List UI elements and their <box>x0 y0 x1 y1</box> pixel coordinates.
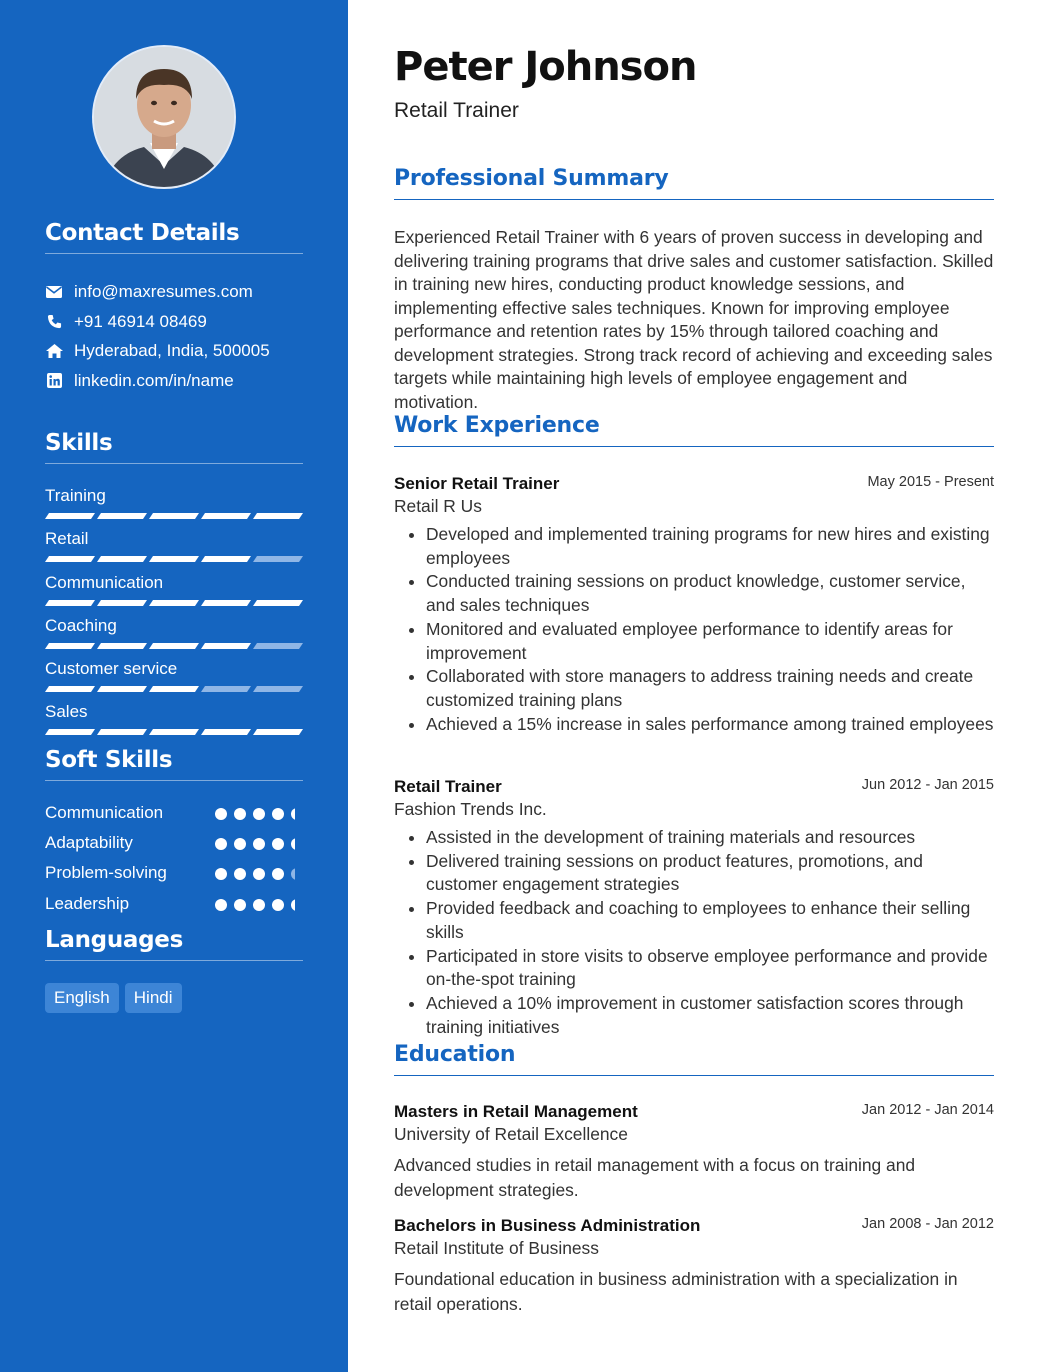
skill-segment-filled <box>97 729 147 735</box>
rating-dot-filled <box>272 868 284 880</box>
skill-level-bar <box>45 556 303 564</box>
skill-name: Customer service <box>45 659 178 679</box>
rating-dot-filled <box>291 808 295 820</box>
skill-segment-filled <box>253 729 303 735</box>
skill-segment-filled <box>45 729 95 735</box>
skill-name: Communication <box>45 572 164 592</box>
job-bullet: • Participated in store visits to observe employee performance and provide on-the-spot training <box>426 945 994 992</box>
degree-title: Masters in Retail Management <box>394 1102 638 1121</box>
skill-segment-filled <box>201 600 251 606</box>
skill-level-bar <box>45 513 303 521</box>
skill-segment-filled <box>45 686 95 692</box>
skill-segment-empty <box>201 686 251 692</box>
contact-section <box>45 220 303 396</box>
rating-dot-filled <box>234 868 246 880</box>
education-description: Advanced studies in retail management with a focus on training and development strategies. <box>394 1155 916 1200</box>
education-description: Foundational education in business administration with a specialization in retail operations. <box>394 1269 958 1314</box>
education-dates: Jan 2012 - Jan 2014 <box>861 1102 994 1118</box>
sidebar <box>0 0 348 1372</box>
skill-name: Sales <box>45 702 88 722</box>
education-entry <box>394 1102 994 1202</box>
skill-segment-empty <box>253 556 303 562</box>
home-icon <box>45 343 63 359</box>
skill-segment-filled <box>45 513 95 519</box>
skill-segment-filled <box>253 513 303 519</box>
soft-skill-name: Problem-solving <box>45 863 167 883</box>
skill-name: Training <box>45 486 106 505</box>
skill-item <box>45 486 303 529</box>
rating-dot-filled <box>215 838 227 850</box>
school-name: University of Retail Excellence <box>394 1124 628 1144</box>
rating-dot-filled <box>253 838 265 850</box>
person-title: Retail Trainer <box>394 99 519 122</box>
job-bullet: • Assisted in the development of training materials and resources <box>426 826 994 850</box>
skill-item <box>45 659 303 702</box>
soft-skill-name: Communication <box>45 803 164 822</box>
skill-segment-filled <box>201 643 251 649</box>
rating-dot-filled <box>253 808 265 820</box>
soft-skill-name: Adaptability <box>45 833 133 853</box>
skill-name: Coaching <box>45 615 117 635</box>
skill-segment-filled <box>253 600 303 606</box>
rating-dot-filled <box>215 808 227 820</box>
rating-dot-empty <box>291 868 295 880</box>
soft-skill-item <box>45 833 303 863</box>
job-bullet: • Provided feedback and coaching to employees to enhance their selling skills <box>426 897 994 944</box>
job-company: Fashion Trends Inc. <box>394 799 547 819</box>
skill-segment-filled <box>149 556 199 562</box>
skill-level-bar <box>45 729 303 737</box>
job-bullet: • Conducted training sessions on product knowledge, customer service, and sales techniques <box>426 570 994 617</box>
skill-segment-filled <box>97 600 147 606</box>
job-company: Retail R Us <box>394 496 482 516</box>
skill-segment-empty <box>253 686 303 692</box>
summary-heading: Professional Summary <box>394 166 994 200</box>
contact-linkedin-text: linkedin.com/in/name <box>74 370 234 390</box>
contact-linkedin[interactable] <box>45 366 303 396</box>
rating-dot-filled <box>291 838 295 850</box>
job-title: Senior Retail Trainer <box>394 474 560 493</box>
soft-skill-item <box>45 803 303 833</box>
skill-segment-filled <box>149 643 199 649</box>
skill-segment-filled <box>97 513 147 519</box>
skill-name: Retail <box>45 529 89 549</box>
job-title: Retail Trainer <box>394 777 502 796</box>
rating-dot-filled <box>215 899 227 911</box>
skill-segment-filled <box>97 556 147 562</box>
job-dates: Jun 2012 - Jan 2015 <box>861 777 994 793</box>
envelope-icon <box>45 284 63 300</box>
skill-segment-filled <box>201 513 251 519</box>
contact-email-text: info@maxresumes.com <box>74 281 253 301</box>
contact-phone-text: +91 46914 08469 <box>74 311 207 331</box>
rating-dot-filled <box>272 899 284 911</box>
job-bullet: • Achieved a 15% increase in sales performance among trained employees <box>426 713 994 737</box>
skill-segment-filled <box>201 729 251 735</box>
soft-skill-rating <box>215 833 295 857</box>
skill-segment-filled <box>45 556 95 562</box>
soft-skill-rating <box>215 894 295 918</box>
soft-skill-name: Leadership <box>45 893 130 913</box>
skill-item <box>45 573 303 616</box>
soft-skill-item <box>45 894 303 924</box>
rating-dot-filled <box>272 808 284 820</box>
skill-segment-filled <box>45 600 95 606</box>
skill-segment-filled <box>97 643 147 649</box>
summary-text: Experienced Retail Trainer with 6 years of proven success in developing and delivering training programs that drive sales and customer satisfaction. Skilled in training new hires, conducting product knowledge sessions, and implementing effective sales techniques. Known for improving employee performance and retention rates by 15% through tailored coaching and development strategies. Strong track record of achieving and exceeding sales targets while maintaining high levels of employee engagement and motivation. <box>394 227 994 412</box>
skill-segment-filled <box>201 556 251 562</box>
job-bullet: • Developed and implemented training programs for new hires and existing employees <box>426 523 994 570</box>
skills-section <box>45 430 303 746</box>
skill-level-bar <box>45 686 303 694</box>
rating-dot-filled <box>291 899 295 911</box>
skills-heading: Skills <box>45 430 303 464</box>
job-bullets <box>394 523 994 736</box>
job-bullet: • Monitored and evaluated employee performance to identify areas for improvement <box>426 618 994 665</box>
rating-dot-filled <box>215 868 227 880</box>
rating-dot-filled <box>272 838 284 850</box>
skill-segment-filled <box>149 686 199 692</box>
job-dates: May 2015 - Present <box>867 474 994 490</box>
education-dates: Jan 2008 - Jan 2012 <box>861 1216 994 1232</box>
skill-item <box>45 529 303 572</box>
soft-skill-item <box>45 863 303 893</box>
soft-skills-heading: Soft Skills <box>45 747 303 781</box>
job-bullet: • Delivered training sessions on product features, promotions, and customer engagement strategies <box>426 850 994 897</box>
skill-segment-empty <box>253 643 303 649</box>
rating-dot-filled <box>253 899 265 911</box>
soft-skills-section <box>45 747 303 924</box>
job-bullet: • Achieved a 10% improvement in customer satisfaction scores through training initiatives <box>426 992 994 1039</box>
skill-item <box>45 702 303 745</box>
rating-dot-filled <box>234 838 246 850</box>
skill-segment-filled <box>45 643 95 649</box>
skill-level-bar <box>45 600 303 608</box>
contact-address-text: Hyderabad, India, 500005 <box>74 341 270 361</box>
languages-section <box>45 927 303 1013</box>
rating-dot-filled <box>234 808 246 820</box>
phone-icon <box>45 314 63 330</box>
soft-skill-rating <box>215 863 295 887</box>
job-bullets <box>394 826 994 1039</box>
contact-address <box>45 336 303 366</box>
job-entry <box>394 474 994 736</box>
education-heading: Education <box>394 1042 994 1076</box>
linkedin-icon <box>45 373 63 389</box>
school-name: Retail Institute of Business <box>394 1238 599 1258</box>
languages-heading: Languages <box>45 927 303 961</box>
person-name: Peter Johnson <box>394 44 697 90</box>
skill-segment-filled <box>149 729 199 735</box>
skill-item <box>45 616 303 659</box>
contact-phone[interactable] <box>45 307 303 337</box>
skill-segment-filled <box>97 686 147 692</box>
skill-level-bar <box>45 643 303 651</box>
language-chip: English <box>45 983 119 1013</box>
contact-heading: Contact Details <box>45 220 303 254</box>
rating-dot-filled <box>234 899 246 911</box>
skill-segment-filled <box>149 600 199 606</box>
job-bullet: • Collaborated with store managers to address training needs and create customized training plans <box>426 665 994 712</box>
rating-dot-filled <box>253 868 265 880</box>
avatar <box>92 45 236 189</box>
job-entry <box>394 777 994 1039</box>
education-entry <box>394 1216 994 1316</box>
experience-heading: Work Experience <box>394 413 994 447</box>
language-chip: Hindi <box>125 983 182 1013</box>
profile-photo <box>94 47 234 187</box>
soft-skill-rating <box>215 803 295 827</box>
degree-title: Bachelors in Business Administration <box>394 1216 701 1235</box>
skill-segment-filled <box>149 513 199 519</box>
contact-email[interactable] <box>45 277 303 307</box>
